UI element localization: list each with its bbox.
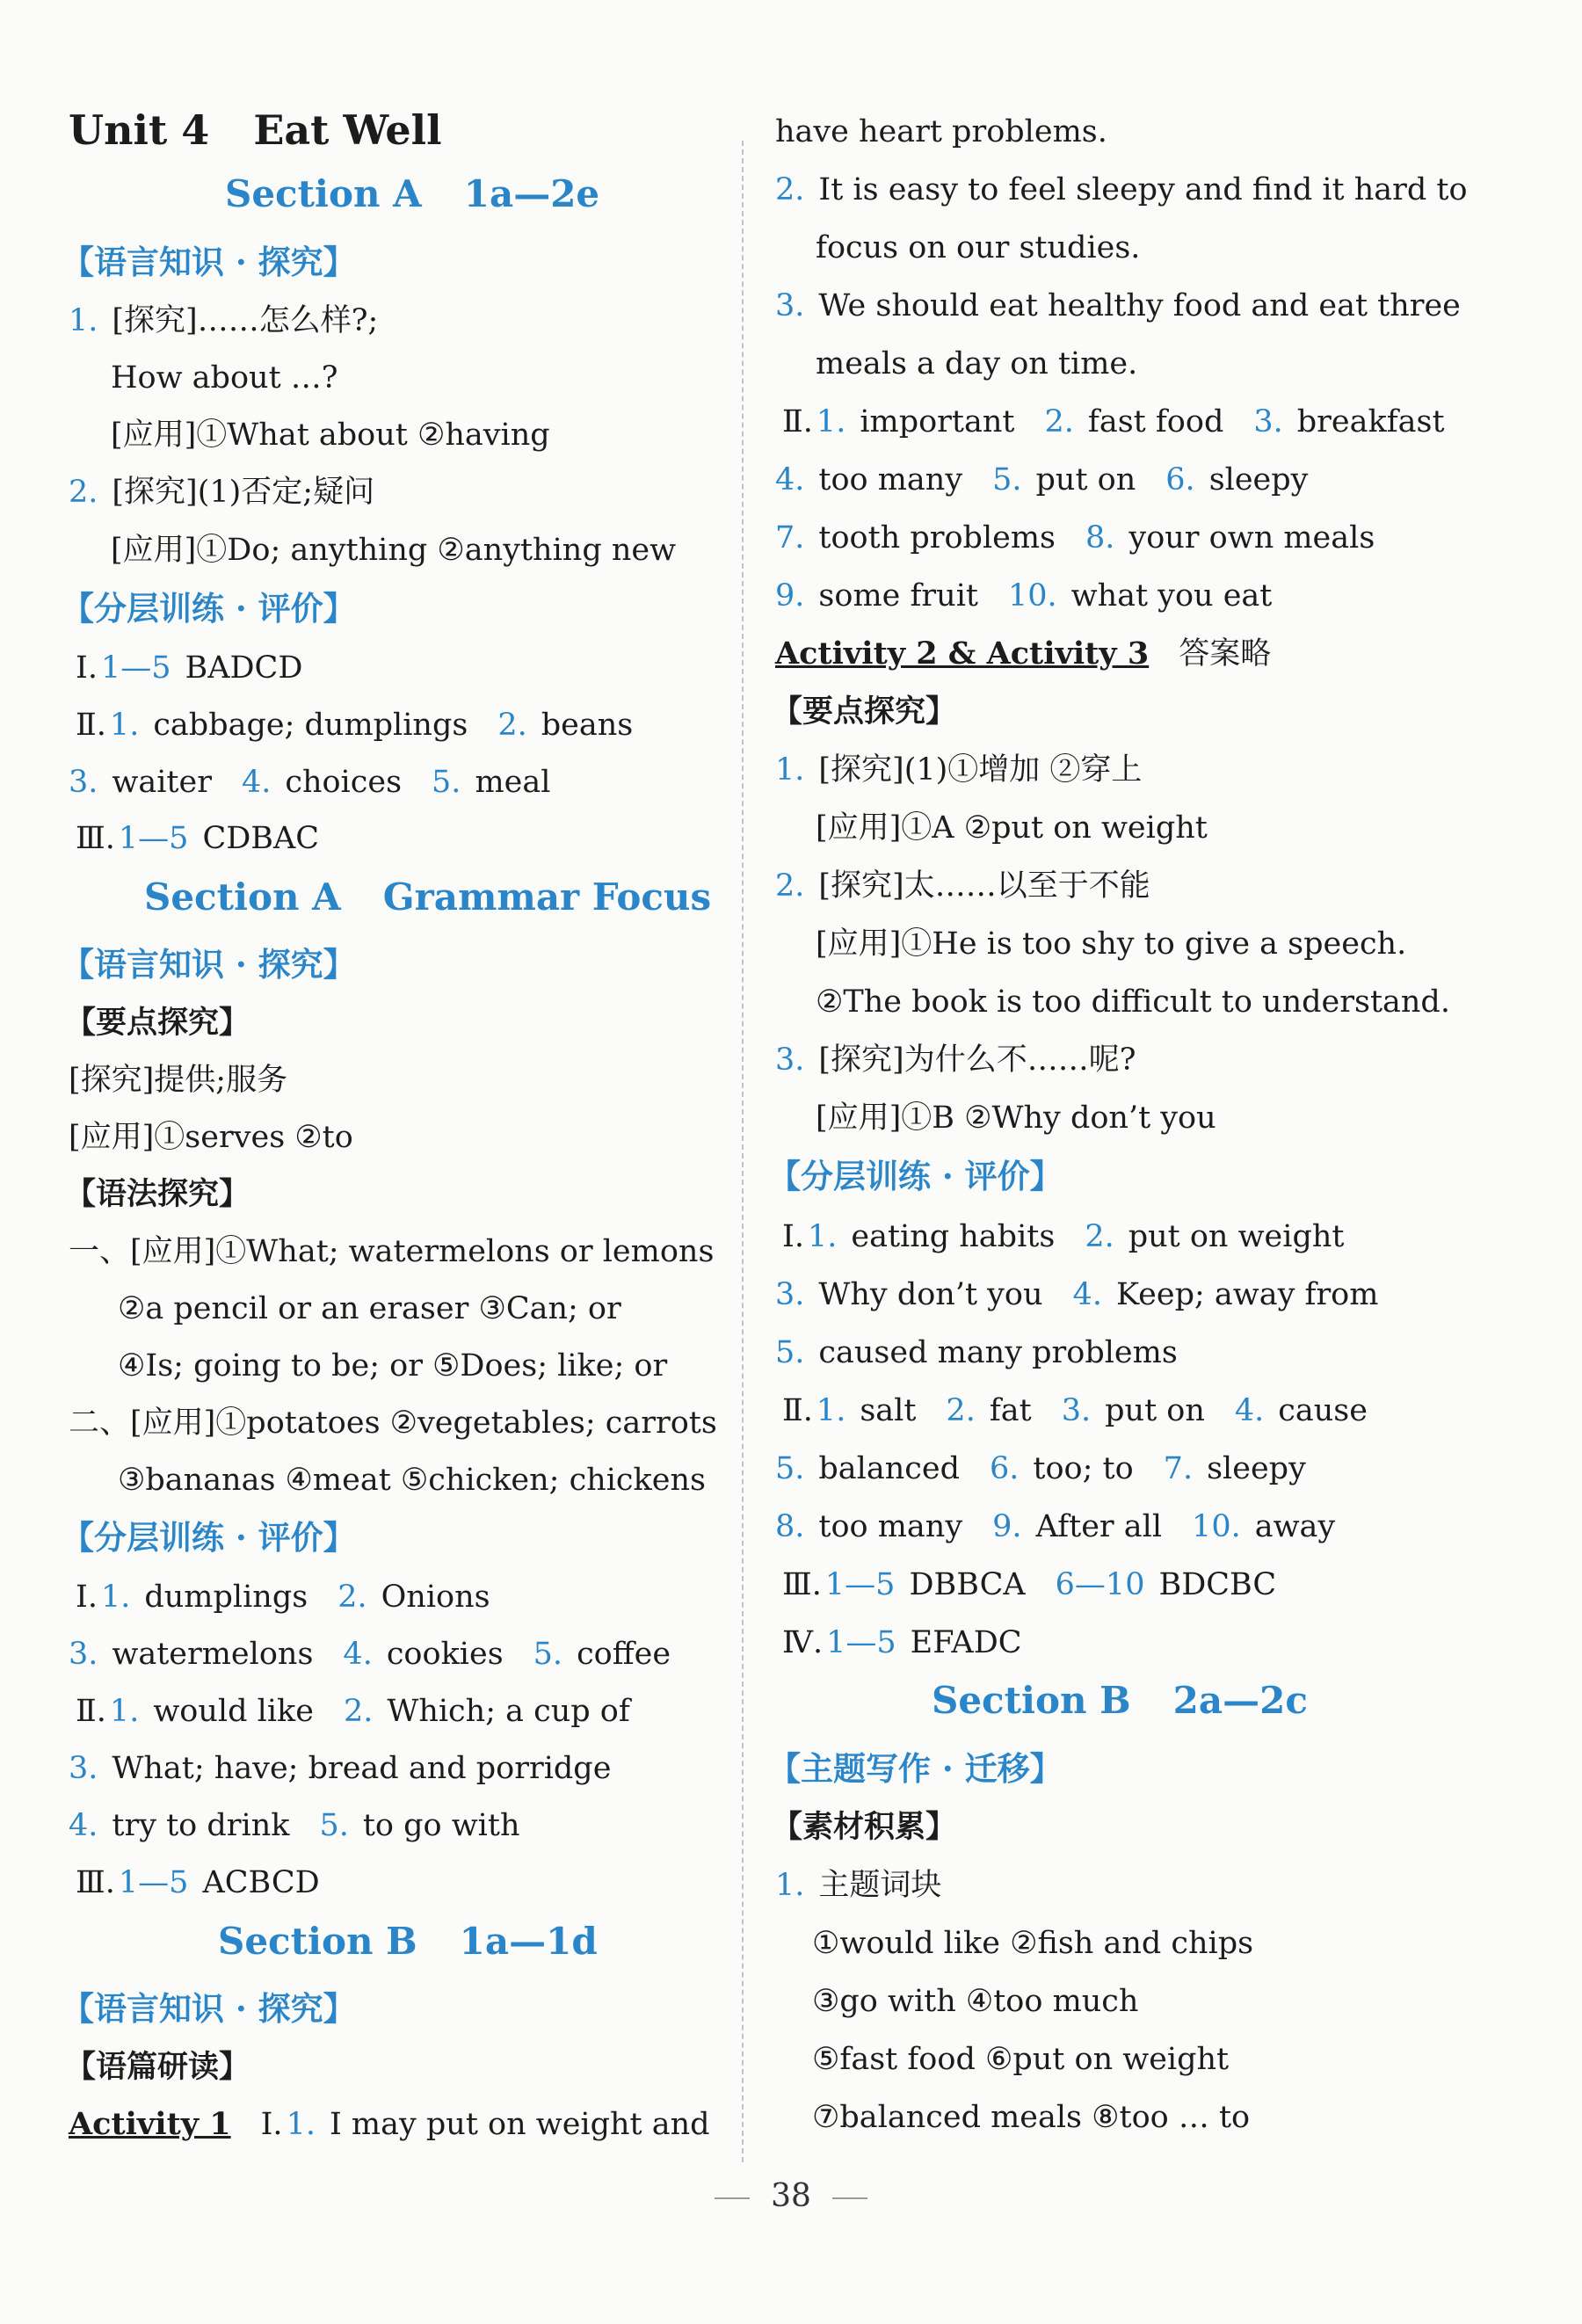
item-number: 5. [319,1808,349,1843]
item-number: 4. [1234,1393,1265,1428]
item-number: 1. [775,752,805,788]
item-number: 5. [775,1451,805,1486]
answer-item [69,301,378,340]
answer-text: meals a day on time. [816,346,1138,381]
item-answer: important [860,404,1015,439]
answer-row [775,1449,1306,1488]
answer-text: [应用]①What about ②having [111,418,550,453]
item-number: 1. [807,1219,838,1254]
answer-text: [应用]①He is too shy to give a speech. [816,926,1407,962]
item-number: 1. [100,1580,131,1615]
answer-row [69,1635,671,1674]
activity-row [69,2105,710,2144]
item-number: 2. [343,1694,374,1729]
item-number: 2. [337,1580,367,1615]
item-number: 3. [69,765,98,800]
section-heading [144,874,711,921]
answer-item [76,1863,320,1902]
item-answer: DBBCA [909,1567,1026,1602]
answer-text: [应用]①Do; anything ②anything new [111,533,677,568]
item-number: 1. [109,708,140,743]
answer-row [775,461,1308,499]
answer-text: focus on our studies. [816,230,1141,265]
answer-text: [应用]①A ②put on weight [816,810,1208,846]
roman-numeral: Ⅱ. [782,404,813,439]
item-number: 6—10 [1055,1567,1145,1602]
item-answer: CDBAC [202,821,320,856]
item-answer: tooth problems [818,520,1056,556]
item-number: 5. [775,1335,805,1370]
answer-item [775,1333,1178,1372]
item-answer: away [1254,1509,1336,1544]
item-answer: try to drink [112,1808,290,1843]
roman-numeral: Ⅱ. [76,708,106,743]
roman-numeral: Ⅲ. [76,821,115,856]
page-number: 38 [0,2178,1582,2214]
item-answer: too many [818,462,963,497]
item-number: 4. [241,765,272,800]
item-answer: cause [1278,1393,1368,1428]
item-answer: sleepy [1208,462,1309,497]
answer-text: 一、[应用]①What; watermelons or lemons [69,1234,715,1269]
item-answer: put on weight [1128,1219,1345,1254]
item-answer: put on [1035,462,1136,497]
subsection-heading: 【素材积累】 [772,1809,957,1845]
item-number: 10. [1192,1509,1241,1544]
section-heading [218,1918,598,1965]
section-heading [225,171,599,218]
item-answer: too many [818,1509,963,1544]
item-answer: [探究](1)①增加 ②穿上 [818,752,1143,788]
item-answer: Which; a cup of [387,1694,630,1729]
item-answer: [探究]太……以至于不能 [818,868,1150,904]
roman-numeral: Ⅰ. [76,650,98,686]
category-heading: 【分层训练 · 评价】 [62,1518,356,1557]
answer-item [76,819,319,858]
item-number: 4. [775,462,805,497]
item-number: 2. [775,172,805,207]
answer-text: ⑦balanced meals ⑧too … to [812,2100,1251,2135]
roman-numeral: Ⅱ. [76,1694,106,1729]
answer-item [775,1866,941,1905]
section-range: Grammar Focus [382,875,712,919]
item-answer: cookies [386,1637,504,1672]
item-number: 3. [1061,1393,1092,1428]
item-number: 1. [286,2107,316,2142]
section-heading [932,1677,1308,1725]
item-answer: cabbage; dumplings [153,708,468,743]
item-answer: beans [541,708,634,743]
item-number: 8. [775,1509,805,1544]
answer-text: 二、[应用]①potatoes ②vegetables; carrots [69,1405,717,1441]
answer-item [775,751,1142,789]
section-range: 2a—2c [1172,1679,1308,1722]
item-answer: Keep; away from [1115,1277,1379,1312]
unit-label: Unit 4 [69,106,210,154]
roman-numeral: Ⅰ. [260,2107,283,2142]
answer-item [775,287,1461,325]
answer-item [782,1623,1022,1662]
activity-note: 答案略 [1179,636,1272,672]
item-number: 2. [775,868,805,904]
section-name: Section A [144,875,341,919]
item-answer: your own meals [1128,520,1375,556]
answer-text: [探究]提供;服务 [69,1063,288,1098]
roman-numeral: Ⅰ. [782,1219,804,1254]
answer-row [69,763,550,802]
item-number: 5. [992,462,1022,497]
item-number: 3. [775,1277,805,1312]
item-answer: BDCBC [1158,1567,1277,1602]
item-answer: waiter [112,765,212,800]
item-number: 1. [775,1868,805,1903]
item-answer: to go with [362,1808,520,1843]
answer-item [76,649,302,687]
activity-label: Activity 1 [69,2106,231,2142]
column-divider [742,141,744,2162]
item-number: 3. [775,1042,805,1078]
section-name: Section B [218,1920,417,1963]
answer-row [76,1692,630,1731]
item-answer: watermelons [112,1637,314,1672]
item-number: 8. [1085,520,1115,556]
item-number: 4. [1072,1277,1102,1312]
item-answer: balanced [818,1451,960,1486]
answer-row [782,1565,1276,1604]
item-number: 9. [992,1509,1022,1544]
item-number: 2. [69,475,98,510]
roman-numeral: Ⅲ. [782,1567,822,1602]
answer-text: have heart problems. [775,114,1107,149]
item-answer: put on [1105,1393,1205,1428]
item-number: 9. [775,578,805,614]
activity-row [775,635,1271,673]
item-number: 3. [69,1637,98,1672]
item-answer: salt [860,1393,917,1428]
item-number: 3. [775,288,805,323]
roman-numeral: Ⅲ. [76,1865,115,1900]
item-number: 4. [343,1637,373,1672]
item-answer: some fruit [818,578,978,614]
item-number: 1. [109,1694,140,1729]
subsection-heading: 【语篇研读】 [65,2049,250,2085]
item-number: 3. [1253,404,1283,439]
section-range: 1a—1d [459,1920,598,1963]
roman-numeral: Ⅱ. [782,1393,813,1428]
item-answer: coffee [577,1637,671,1672]
section-name: Section B [932,1679,1131,1722]
item-number: 5. [432,765,461,800]
category-heading: 【语言知识 · 探究】 [62,243,356,281]
item-number: 7. [775,520,805,556]
item-answer: dumplings [144,1580,308,1615]
answer-text: ①would like ②fish and chips [812,1926,1254,1961]
item-answer: [探究](1)否定;疑问 [112,475,375,510]
item-number: 2. [1044,404,1074,439]
item-number: 6. [990,1451,1020,1486]
category-heading: 【语言知识 · 探究】 [62,945,356,984]
item-answer: ACBCD [202,1865,320,1900]
answer-row [775,519,1375,557]
item-number: 10. [1007,578,1057,614]
item-number: 1—5 [826,1625,896,1660]
subsection-heading: 【要点探究】 [772,694,957,730]
roman-numeral: Ⅳ. [782,1625,824,1660]
subsection-heading: 【语法探究】 [65,1176,250,1212]
item-answer: Onions [381,1580,490,1615]
category-heading: 【主题写作 · 迁移】 [768,1749,1063,1788]
answer-item [69,473,374,512]
item-number: 4. [69,1808,98,1843]
answer-text: [应用]①B ②Why don’t you [816,1100,1216,1136]
answer-item [775,171,1468,209]
item-answer: sleepy [1207,1451,1306,1486]
category-heading: 【分层训练 · 评价】 [62,589,356,628]
answer-item [775,867,1150,905]
item-number: 1—5 [118,1865,189,1900]
answer-row [76,1578,490,1616]
item-answer: BADCD [185,650,303,686]
item-number: 5. [533,1637,563,1672]
section-range: 1a—2e [463,172,600,215]
item-answer: choices [285,765,403,800]
item-number: 2. [946,1393,976,1428]
item-answer: would like [153,1694,314,1729]
item-number: 7. [1163,1451,1194,1486]
category-heading: 【分层训练 · 评价】 [768,1157,1063,1195]
category-heading: 【语言知识 · 探究】 [62,1989,356,2028]
item-answer: After all [1035,1509,1163,1544]
answer-text: ④Is; going to be; or ⑤Does; like; or [118,1348,668,1384]
item-answer: fat [989,1393,1032,1428]
item-answer: [探究]为什么不……呢? [818,1042,1136,1078]
answer-row [782,403,1445,441]
item-answer: EFADC [910,1625,1022,1660]
item-number: 2. [1085,1219,1114,1254]
section-name: Section A [225,172,422,215]
item-number: 6. [1165,462,1195,497]
item-answer: fast food [1087,404,1224,439]
answer-row [76,706,633,744]
answer-row [782,1391,1368,1430]
roman-numeral: Ⅰ. [76,1580,98,1615]
item-number: 1. [816,1393,846,1428]
item-answer: meal [475,765,551,800]
answer-text: How about …? [111,360,338,396]
item-answer: too; to [1033,1451,1134,1486]
item-number: 1—5 [824,1567,896,1602]
answer-row [782,1217,1344,1256]
answer-text: ②a pencil or an eraser ③Can; or [118,1291,621,1326]
item-number: 3. [69,1751,98,1786]
item-answer: Why don’t you [818,1277,1043,1312]
item-answer: What; have; bread and porridge [112,1751,612,1786]
item-answer: caused many problems [818,1335,1178,1370]
item-answer: It is easy to feel sleepy and find it hard to [818,172,1468,207]
item-answer: We should eat healthy food and eat three [818,288,1461,323]
answer-row [775,577,1272,615]
subsection-heading: 【要点探究】 [65,1005,250,1041]
answer-text: [应用]①serves ②to [69,1120,353,1155]
answer-text: ②The book is too difficult to understand. [816,984,1450,1020]
item-number: 1—5 [118,821,189,856]
answer-item [69,1749,611,1788]
item-answer: what you eat [1070,578,1273,614]
item-answer: eating habits [851,1219,1056,1254]
unit-name: Eat Well [253,106,442,154]
item-number: 2. [497,708,527,743]
answer-row [775,1275,1378,1314]
unit-title [69,105,442,155]
item-number: 1—5 [100,650,171,686]
activity-label: Activity 2 & Activity 3 [775,635,1150,672]
answer-item [775,1041,1136,1079]
answer-text: ⑤fast food ⑥put on weight [812,2042,1230,2077]
item-answer: [探究]……怎么样?; [112,303,379,338]
item-number: 1. [816,404,846,439]
item-number: 1. [69,303,98,338]
answer-text: ③bananas ④meat ⑤chicken; chickens [118,1463,706,1498]
answer-row [69,1806,519,1845]
item-answer: 主题词块 [818,1868,942,1903]
answer-row [775,1507,1335,1546]
item-answer: I may put on weight and [329,2107,710,2142]
item-answer: breakfast [1296,404,1445,439]
answer-text: ③go with ④too much [812,1984,1139,2019]
